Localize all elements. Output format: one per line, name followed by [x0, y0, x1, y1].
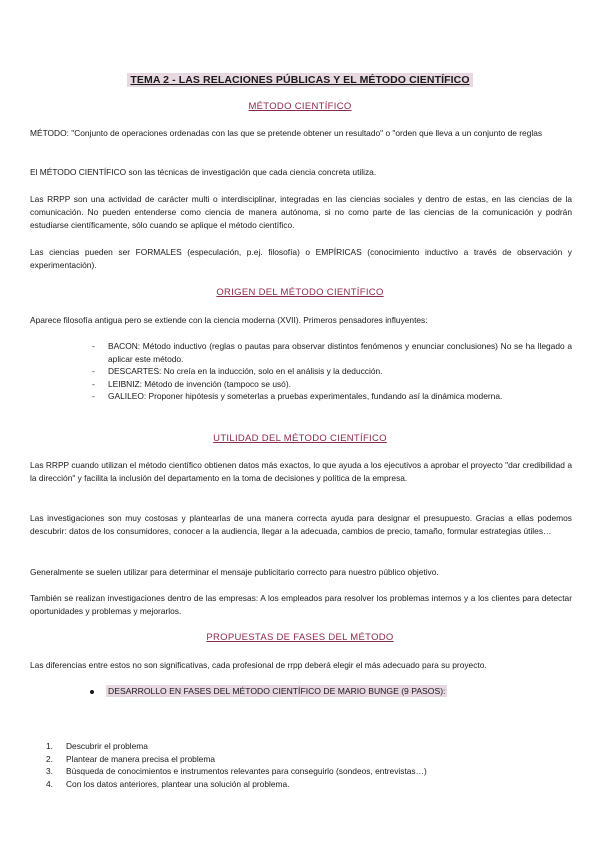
list-pasos: [46, 740, 427, 790]
highlight-bullet: [90, 686, 447, 696]
list-item: [46, 740, 427, 753]
list-item: [46, 765, 427, 778]
step-number: 1.: [46, 741, 53, 751]
paragraph-rrpp: Las RRPP son una actividad de carácter multi o interdisciplinar, integradas en las ciencias sociales y dentro de estas, en las ciencias de la comunicación. No pueden entenderse como ciencia de manera autónoma, si no como parte de las ciencias de la comunicación y podrán estudiarse científicamente, sólo cuando se aplique el método científico.: [30, 194, 572, 230]
page-title: TEMA 2 - LAS RELACIONES PÚBLICAS Y EL MÉTODO CIENTÍFICO: [127, 73, 472, 87]
paragraph-utilidad-3: Generalmente se suelen utilizar para determinar el mensaje publicitario correcto para nuestro público objetivo.: [30, 567, 439, 577]
list-item: [46, 753, 427, 766]
list-item-text: DESCARTES: No creía en la inducción, solo en el análisis y la deducción.: [108, 366, 383, 377]
paragraph-utilidad-4: También se realizan investigaciones dentro de las empresas: A los empleados para resolver los problemas internos y a los clientes para detectar oportunidades y problemas y mejorarlos.: [30, 593, 572, 616]
list-item-text: GALILEO: Proponer hipótesis y someterlas a pruebas experimentales, fundando así la dinámica moderna.: [108, 391, 503, 402]
heading-metodo-cientifico: MÉTODO CIENTÍFICO: [248, 101, 352, 112]
dash-marker: -: [92, 391, 95, 402]
list-item-text: BACON: Método inductivo (reglas o pautas para observar distintos fenómenos y enunciar conclusiones) No se ha llegado a aplicar este método.: [108, 341, 572, 364]
step-text: Descubrir el problema: [66, 741, 148, 751]
paragraph-metodo-cientifico: El MÉTODO CIENTÍFICO son las técnicas de investigación que cada ciencia concreta utiliza.: [30, 167, 377, 177]
heading-utilidad: UTILIDAD DEL MÉTODO CIENTÍFICO: [213, 433, 387, 444]
list-item: [46, 778, 427, 791]
paragraph-propuestas: Las diferencias entre estos no son significativas, cada profesional de rrpp deberá elegir el más adecuado para su proyecto.: [30, 660, 487, 670]
dash-marker: -: [92, 378, 95, 389]
step-text: Búsqueda de conocimientos e instrumentos relevantes para conseguirlo (sondeos, entrevistas…): [66, 766, 427, 777]
paragraph-utilidad-1: Las RRPP cuando utilizan el método científico obtienen datos más exactos, lo que ayuda a los ejecutivos a aprobar el proyecto "dar credibilidad a la dirección" y facilita la inclusión del departamento en la toma de decisiones y política de la empresa.: [30, 460, 572, 483]
heading-propuestas: PROPUESTAS DE FASES DEL MÉTODO: [206, 632, 394, 643]
list-item: [92, 390, 572, 403]
heading-origen: ORIGEN DEL MÉTODO CIENTÍFICO: [216, 287, 384, 298]
paragraph-ciencias: Las ciencias pueden ser FORMALES (especulación, p.ej. filosofía) o EMPÍRICAS (conocimiento inductivo a través de observación y experimentación).: [30, 247, 572, 270]
list-item: [92, 365, 572, 378]
step-text: Con los datos anteriores, plantear una solución al problema.: [66, 778, 290, 789]
paragraph-metodo-definicion: MÉTODO: "Conjunto de operaciones ordenadas con las que se pretende obtener un resultado" o "orden que lleva a un conjunto de reglas: [30, 128, 543, 138]
dash-marker: -: [92, 366, 95, 377]
paragraph-utilidad-2: Las investigaciones son muy costosas y plantearlas de una manera correcta ayuda para designar el presupuesto. Gracias a ellas podemos descubrir: datos de los consumidores, conocer a la audiencia, llegar a la adecuada, cambios de precio, tamaño, formular estrategias útiles…: [30, 513, 572, 536]
list-pensadores: [92, 340, 572, 403]
list-item: [92, 340, 572, 365]
bullet-dot-icon: [90, 690, 94, 694]
step-number: 2.: [46, 753, 53, 764]
title-wrap: [0, 70, 600, 88]
highlight-text: DESARROLLO EN FASES DEL MÉTODO CIENTÍFICO DE MARIO BUNGE (9 PASOS):: [108, 686, 446, 696]
dash-marker: -: [92, 341, 95, 351]
step-text: Plantear de manera precisa el problema: [66, 753, 215, 764]
paragraph-origen-intro: Aparece filosofía antigua pero se extiende con la ciencia moderna (XVII). Primeros pensadores influyentes:: [30, 315, 428, 325]
list-item: [92, 378, 572, 391]
step-number: 3.: [46, 766, 53, 777]
list-item-text: LEIBNIZ: Método de invención (tampoco se usó).: [108, 378, 291, 389]
step-number: 4.: [46, 778, 53, 789]
